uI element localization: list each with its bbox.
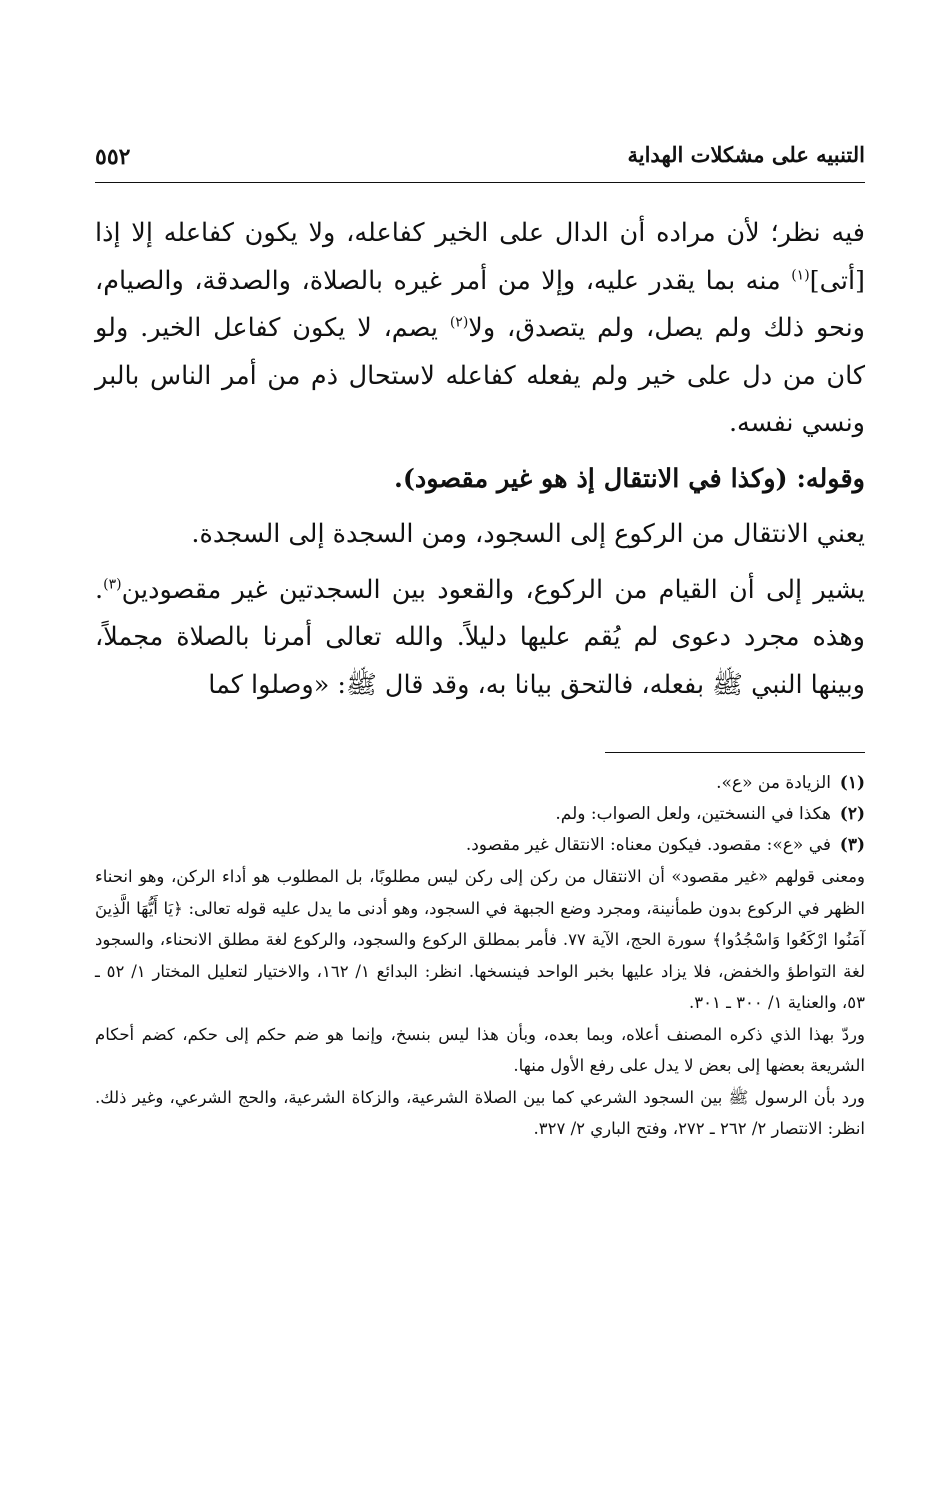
- footnote-ref-1: (١): [791, 267, 810, 283]
- footnote-3: [95, 830, 865, 861]
- footnote-separator: [605, 752, 865, 753]
- paragraph-explanation: يعني الانتقال من الركوع إلى السجود، ومن السجدة إلى السجدة.: [191, 519, 865, 549]
- footnote-3-paragraph: ومعنى قولهم «غير مقصود» أن الانتقال من ركن إلى ركن ليس مطلوبًا، بل المطلوب هو أداء الركن، وهو انحناء الظهر في الركوع بدون طمأنينة، ومجرد وضع الجبهة في السجود، وهو أدنى ما يدل عليه قوله تعالى: ﴿يَا أَيُّهَا الَّذِينَ آمَنُوا ارْكَعُوا وَاسْجُدُوا﴾ سورة الحج، الآية ٧٧. فأمر بمطلق الركوع والسجود، والركوع لغة مطلق الانحناء، والسجود لغة التواطؤ والخفض، فلا يزاد عليها بخبر الواحد فينسخها. انظر: البدائع ١/ ١٦٢، والاختيار لتعليل المختار ١/ ٥٢ ـ ٥٣، والعناية ١/ ٣٠٠ ـ ٣٠١.: [95, 867, 865, 1012]
- footnote-ref-2: (٢): [449, 314, 469, 331]
- footnote-3-paragraph: ورد بأن الرسول ﷺ بين السجود الشرعي كما بين الصلاة الشرعية، والزكاة الشرعية، والحج الشرعي، وغير ذلك. انظر: الانتصار ٢/ ٢٦٢ ـ ٢٧٢، وفتح الباري ٢/ ٣٢٧.: [95, 1087, 865, 1138]
- footnote-number: (١): [839, 773, 865, 793]
- footnote-3-paragraph: وردّ بهذا الذي ذكره المصنف أعلاه، وبما بعده، وبأن هذا ليس بنسخ، وإنما هو ضم حكم إلى حكم، كضم أحكام الشريعة بعضها إلى بعض لا يدل على رفع الأول منها.: [95, 1024, 865, 1075]
- text-run: يصم، لا يكون كفاعل الخير. ولو كان من دل على خير ولم يفعله كفاعله لاستحال ذم من أمر الناس بالبر ونسي نفسه.: [95, 313, 865, 438]
- text-run: منه بما يقدر عليه، وإلا من أمر غيره بالصلاة، والصدقة، والصيام، ونحو ذلك ولم يصل، ولم يتصدق، ولا: [95, 265, 865, 343]
- footnote-ref-3: (٣): [103, 576, 122, 592]
- paragraph-commentary: [95, 210, 865, 448]
- book-title: التنبيه على مشكلات الهداية: [627, 142, 865, 167]
- running-head: [95, 138, 865, 183]
- footnotes: [95, 768, 865, 1145]
- quote-lead: وقوله:: [787, 463, 865, 494]
- paragraph-quoted-matn: [95, 456, 865, 504]
- footnote-text: في «ع»: مقصود. فيكون معناه: الانتقال غير مقصود.: [465, 835, 831, 855]
- footnote-2: [95, 799, 865, 830]
- footnote-text: الزيادة من «ع».: [716, 773, 831, 793]
- page-number: ٥٥٢: [95, 144, 131, 170]
- paragraph-argument: [95, 567, 865, 710]
- text-run: فيه نظر؛ لأن مراده أن الدال على الخير كفاعله، ولا يكون كفاعله إلا إذا [أتى]: [95, 218, 865, 296]
- footnote-number: (٣): [839, 835, 865, 855]
- text-run: يشير إلى أن القيام من الركوع، والقعود بين السجدتين غير مقصودين: [121, 574, 865, 605]
- footnote-text: هكذا في النسختين، ولعل الصواب: ولم.: [555, 804, 831, 824]
- footnote-1: [95, 768, 865, 799]
- footnote-number: (٢): [839, 804, 865, 824]
- main-text: [95, 210, 865, 709]
- quoted-text: (وكذا في الانتقال إذ هو غير مقصود).: [393, 463, 788, 494]
- text-run: . وهذه مجرد دعوى لم يُقم عليها دليلاً. والله تعالى أمرنا بالصلاة مجملاً، وبينها النبي ﷺ بفعله، فالتحق بيانا به، وقد قال ﷺ: «وصلوا كما: [95, 574, 865, 700]
